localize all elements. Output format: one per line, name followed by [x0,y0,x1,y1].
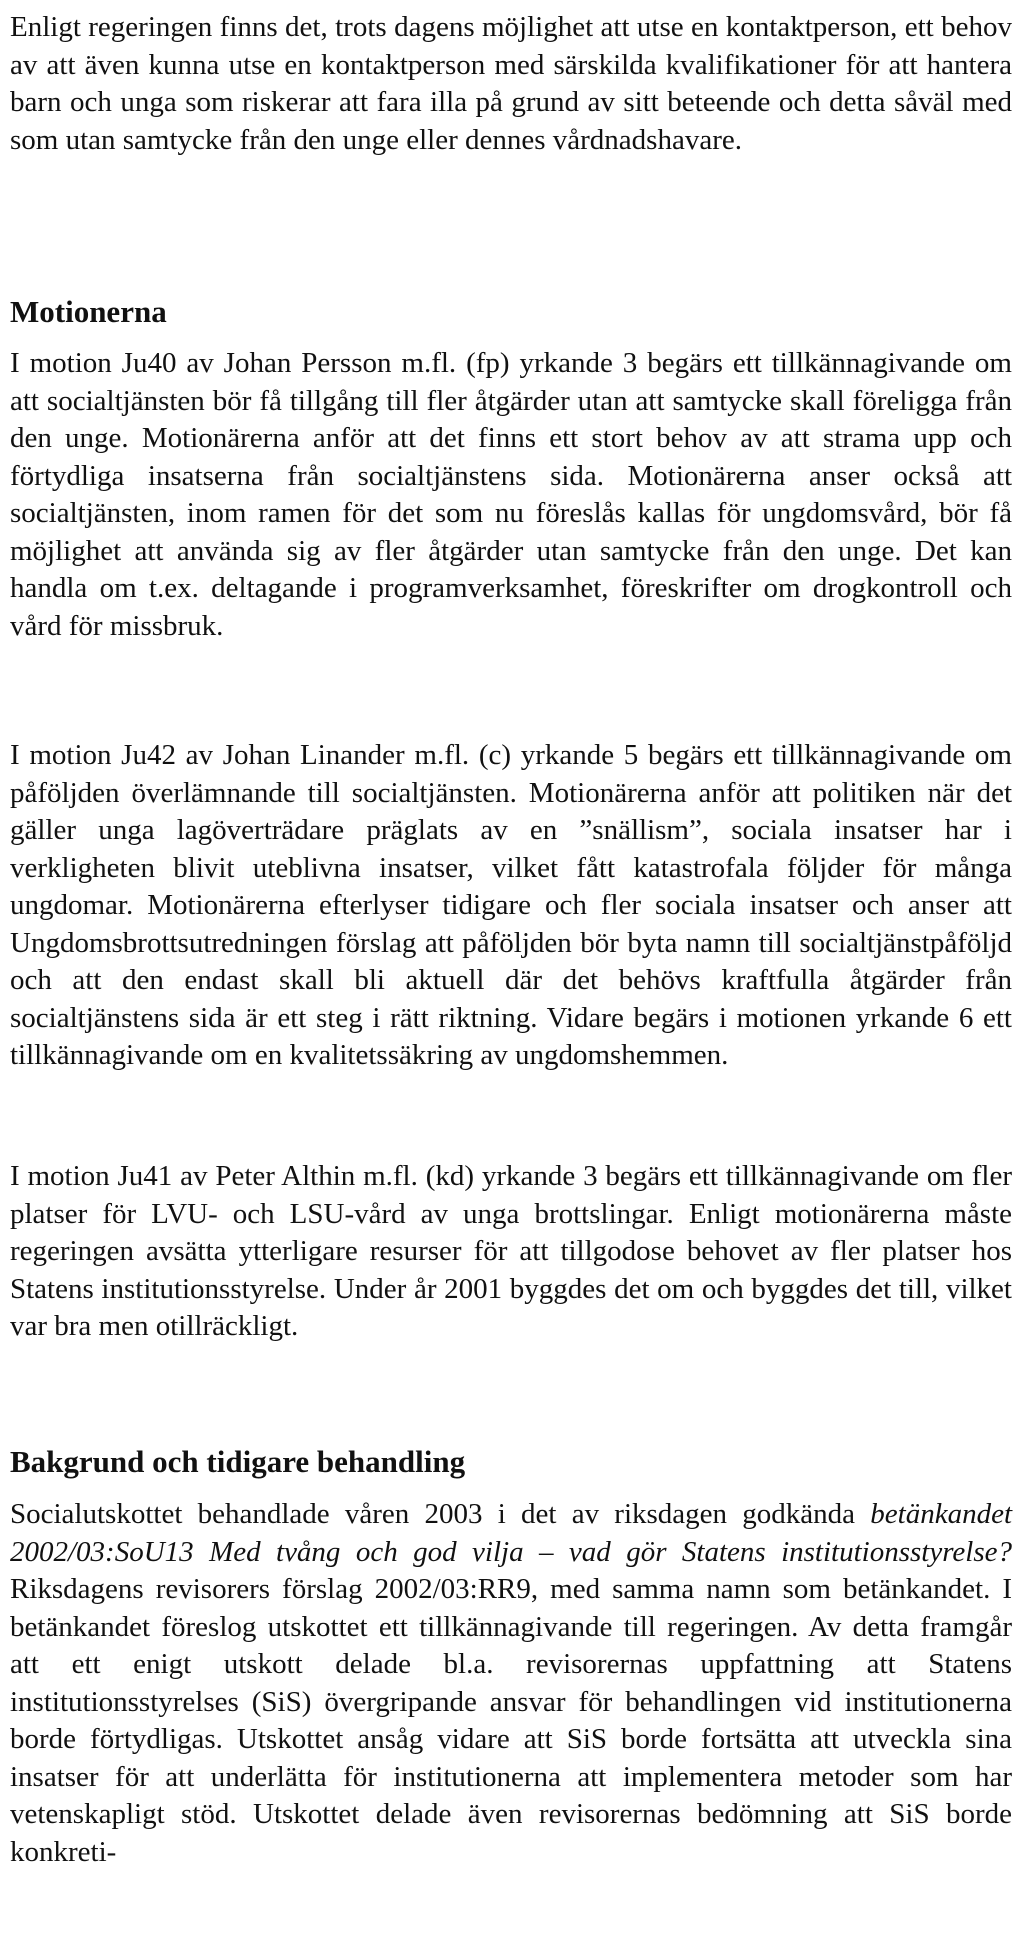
paragraph-bakgrund-part-b: Riksdagens revisorers förslag 2002/03:RR9, med samma namn som betänkandet. I betänkandet föreslog utskottet ett tillkännagivande till regeringen. Av detta framgår att ett enigt utskott delade bl.a. revisorernas uppfattning att Statens institutionsstyrelses (SiS) övergripande ansvar för behandlingen vid institutionerna borde förtydligas. Utskottet ansåg vidare att SiS borde fortsätta att utveckla sina insatser för att underlätta för institutionerna att implementera metoder som har vetenskapligt stöd. Utskottet delade även revisorernas bedömning att SiS borde konkreti- [10,1573,1012,1868]
paragraph-motion-ju40: I motion Ju40 av Johan Persson m.fl. (fp) yrkande 3 begärs ett tillkännagivande om att socialtjänsten bör få tillgång till fler åtgärder utan att samtycke skall föreligga från den unge. Motionärerna anför att det finns ett stort behov av att strama upp och förtydliga insatserna från socialtjänstens sida. Motionärerna anser också att socialtjänsten, inom ramen för det som nu föreslås kallas för ungdomsvård, bör få möjlighet att använda sig av fler åtgärder utan samtycke från den unge. Det kan handla om t.ex. deltagande i programverksamhet, föreskrifter om drogkontroll och vård för missbruk. [10,347,1012,642]
paragraph-intro: Enligt regeringen finns det, trots dagens möjlighet att utse en kontaktperson, ett behov av att även kunna utse en kontaktperson med särskilda kvalifikationer för att hantera barn och unga som riskerar att fara illa på grund av sitt beteende och detta såväl med som utan samtycke från den unge eller dennes vårdnadshavare. [10,11,1012,156]
heading-motionerna: Motionerna [10,294,167,329]
paragraph-bakgrund [10,1496,1012,1871]
paragraph-motion-ju41: I motion Ju41 av Peter Althin m.fl. (kd) yrkande 3 begärs ett tillkännagivande om fler platser för LVU- och LSU-vård av unga brottslingar. Enligt motionärerna måste regeringen avsätta ytterligare resurser för att tillgodose behovet av fler platser hos Statens institutionsstyrelse. Under år 2001 byggdes det om och byggdes det till, vilket var bra men otillräckligt. [10,1160,1012,1342]
paragraph-motion-ju42: I motion Ju42 av Johan Linander m.fl. (c) yrkande 5 begärs ett tillkännagivande om påföljden överlämnande till socialtjänsten. Motionärerna anför att politiken när det gäller unga lagöverträdare präglats av en ”snällism”, sociala insatser har i verkligheten blivit uteblivna insatser, vilket fått katastrofala följder för många ungdomar. Motionärerna efterlyser tidigare och fler sociala insatser och anser att Ungdomsbrottsutredningen förslag att påföljden bör byta namn till socialtjänstpåföljd och att den endast skall bli aktuell där det behövs kraftfulla åtgärder från socialtjänstens sida är ett steg i rätt riktning. Vidare begärs i motionen yrkande 6 ett tillkännagivande om en kvalitetssäkring av ungdomshemmen. [10,739,1012,1071]
paragraph-bakgrund-part-a: Socialutskottet behandlade våren 2003 i det av riksdagen godkända [10,1498,871,1530]
heading-bakgrund: Bakgrund och tidigare behandling [10,1444,466,1479]
report-title-italic: betänkandet 2002/03:SoU13 Med tvång och god vilja – vad gör Statens institutionsstyrelse? [10,1498,1012,1568]
